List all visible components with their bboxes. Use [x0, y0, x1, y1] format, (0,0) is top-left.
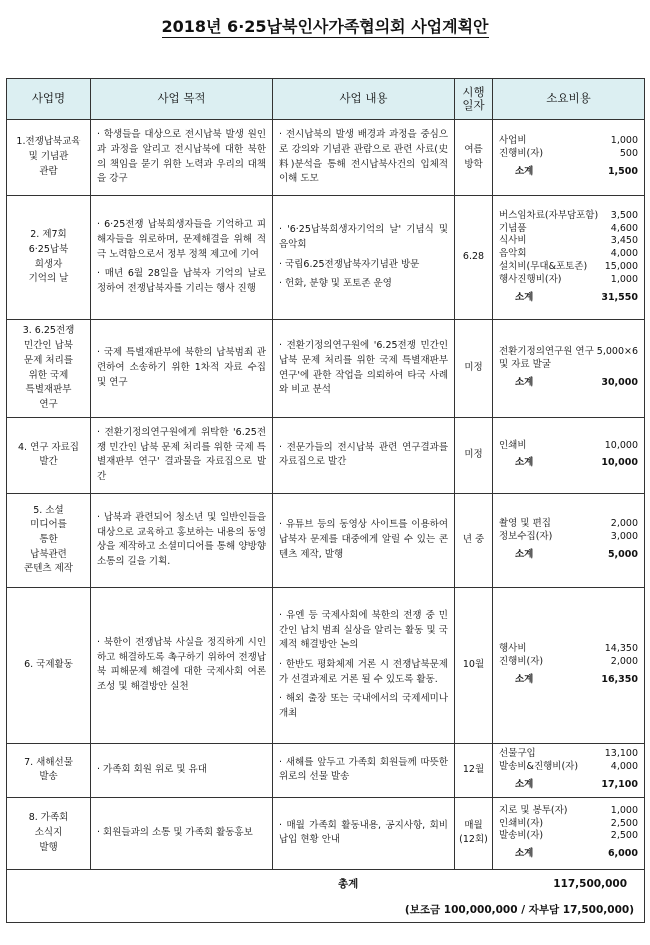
date-cell: [455, 743, 493, 797]
purpose-cell: [91, 493, 273, 587]
cost-amount: 500: [619, 148, 638, 160]
content-cell: [273, 743, 455, 797]
purpose-item: · 매년 6월 28일을 납북자 기억의 날로 정하여 전쟁납북자를 기리는 행사 진행: [97, 268, 266, 295]
cost-line: [499, 643, 638, 656]
content-item: · 국립6.25전쟁납북자기념관 방문: [279, 258, 420, 270]
cost-amount: 2,500: [610, 817, 638, 829]
cost-amount: 3,450: [610, 235, 638, 247]
purpose-item: · 전환기정의연구원에게 위탁한 '6.25전쟁 민간인 납북 문제 처리를 위한 국제 특별재판부 연구' 결과물을 자료집으로 발간: [97, 427, 266, 483]
date-cell: [455, 587, 493, 743]
cost-cell: [493, 587, 645, 743]
cost-item: 발송비&진행비(자): [499, 761, 579, 773]
cost-item: 음악회: [499, 248, 527, 260]
purpose-item: · 학생들을 대상으로 전시납북 발생 원인과 과정을 알리고 전시납북에 대한 북한의 책임을 묻기 위한 노력과 우리의 대책을 강구: [97, 129, 266, 185]
cost-item: 사업비: [499, 135, 527, 147]
project-name-cell: [7, 587, 91, 743]
subtotal-amount: 31,550: [601, 291, 638, 303]
project-name-cell: [7, 120, 91, 196]
execution-date: 년 중: [462, 534, 485, 546]
cost-item: 설치비(무대&포토존): [499, 260, 588, 272]
cost-item: 전환기정의연구원 연구 및 자료 발굴: [499, 346, 594, 371]
cost-item: 정보수집(자): [499, 531, 553, 543]
date-cell: [455, 493, 493, 587]
table-row: [7, 493, 645, 587]
cost-line: [499, 346, 638, 372]
header-cell: 시행 일자: [455, 79, 493, 120]
header-cell: 소요비용: [493, 79, 645, 120]
purpose-item: · 6·25전쟁 납북희생자들을 기억하고 피해자들을 위로하며, 문제해결을 위해 적극 노력함으로서 정부 정책 제고에 기여: [97, 219, 266, 260]
cost-item: 식사비: [499, 235, 527, 247]
cost-line: [499, 248, 638, 261]
subtotal-label: 소계: [515, 673, 534, 685]
cost-line: [499, 761, 638, 774]
subtotal-amount: 5,000: [607, 548, 638, 560]
subtotal-label: 소계: [515, 457, 534, 469]
cost-cell: [493, 493, 645, 587]
cost-line: [499, 210, 638, 223]
content-item: · 한반도 평화체제 거론 시 전쟁납북문제가 선결과제로 거론 될 수 있도록 활동.: [279, 659, 448, 685]
cost-item: 선물구입: [499, 748, 536, 760]
purpose-item: · 회원들과의 소통 및 가족회 활동홍보: [97, 827, 253, 839]
subtotal-line: [499, 376, 638, 391]
content-item: · 헌화, 분향 및 포토존 운영: [279, 278, 392, 290]
content-item: · 전환기정의연구원에 '6.25전쟁 민간인 납북 문제 처리를 위한 국제 특별재판부 연구'에 관한 작업을 의뢰하여 타국 사례와 비교 분석: [279, 340, 448, 396]
project-name: 5. 소셜 미디어를 통한 납북관련 콘텐츠 제작: [24, 504, 73, 575]
cost-amount: 10,000: [604, 439, 638, 451]
funding-row: [7, 898, 645, 923]
subtotal-line: [499, 291, 638, 306]
subtotal-label: 소계: [515, 376, 534, 388]
cost-item: 기념품: [499, 222, 527, 234]
cost-line: [499, 261, 638, 274]
cost-amount: 4,000: [610, 248, 638, 260]
total-value: 117,500,000: [553, 877, 627, 890]
cost-item: 버스임차료(자부담포함): [499, 209, 599, 221]
project-name: 3. 6.25전쟁 민간인 납북 문제 처리를 위한 국제 특별재판부 연구: [22, 325, 75, 410]
project-name: 7. 새해선물 발송: [24, 756, 73, 783]
purpose-cell: [91, 120, 273, 196]
cost-line: [499, 531, 638, 544]
date-cell: [455, 196, 493, 320]
project-name-cell: [7, 493, 91, 587]
cost-item: 발송비(자): [499, 830, 544, 842]
content-item: · 해외 출장 또는 국내에서의 국제세미나 개최: [279, 693, 448, 720]
cost-line: [499, 518, 638, 531]
table-row: [7, 196, 645, 320]
subtotal-label: 소계: [515, 291, 534, 303]
purpose-cell: [91, 587, 273, 743]
cost-cell: [493, 320, 645, 418]
table-row: [7, 320, 645, 418]
content-cell: [273, 493, 455, 587]
cost-line: [499, 748, 638, 761]
project-name: 8. 가족회 소식지 발행: [28, 812, 69, 853]
cost-cell: [493, 418, 645, 494]
cost-amount: 4,000: [610, 761, 638, 773]
execution-date: 미정: [464, 449, 483, 461]
subtotal-amount: 16,350: [601, 673, 638, 685]
project-name-cell: [7, 320, 91, 418]
content-item: · 유튜브 등의 동영상 사이트를 이용하여 납북자 문제를 대중에게 알릴 수 있는 콘텐츠 제작, 발행: [279, 519, 448, 560]
total-label: 총계: [338, 877, 359, 890]
cost-line: [499, 818, 638, 831]
subtotal-amount: 10,000: [601, 457, 638, 469]
cost-item: 지로 및 봉투(자): [499, 804, 568, 816]
subtotal-amount: 17,100: [601, 778, 638, 790]
project-name: 4. 연구 자료집 발간: [18, 441, 79, 468]
content-cell: [273, 320, 455, 418]
purpose-item: · 가족회 회원 위로 및 유대: [97, 764, 207, 776]
execution-date: 10월: [462, 659, 485, 671]
project-name: 1.전쟁납북교육 및 기념관 관람: [16, 136, 81, 177]
cost-line: [499, 830, 638, 843]
table-row: [7, 587, 645, 743]
content-cell: [273, 587, 455, 743]
header-cell: 사업 목적: [91, 79, 273, 120]
cost-amount: 5,000×6: [596, 346, 638, 358]
content-item: · 유엔 등 국제사회에 북한의 전쟁 중 민간인 납치 범죄 실상을 알리는 활동 및 국제적 해결방안 논의: [279, 609, 448, 651]
header-cell: 사업명: [7, 79, 91, 120]
purpose-item: · 북한이 전쟁납북 사실을 정직하게 시인하고 해결하도록 촉구하기 위하여 전쟁납북 피해문제 해결에 대한 국제사회 여론조성 및 해결방안 실천: [97, 636, 266, 693]
project-name-cell: [7, 743, 91, 797]
cost-item: 인쇄비: [499, 439, 527, 451]
purpose-cell: [91, 797, 273, 869]
subtotal-line: [499, 673, 638, 688]
subtotal-line: [499, 165, 638, 180]
subtotal-label: 소계: [515, 778, 534, 790]
content-item: · 새해를 앞두고 가족회 회원들께 따뜻한 위로의 선물 발송: [279, 756, 448, 783]
business-plan-table: [6, 78, 645, 923]
subtotal-line: [499, 548, 638, 563]
cost-cell: [493, 797, 645, 869]
execution-date: 미정: [464, 362, 483, 374]
project-name-cell: [7, 418, 91, 494]
cost-item: 행사비: [499, 643, 527, 655]
content-item: · '6·25납북희생자기억의 날' 기념식 및 음악회: [279, 224, 448, 250]
table-row: [7, 743, 645, 797]
subtotal-line: [499, 778, 638, 793]
date-cell: [455, 120, 493, 196]
subtotal-amount: 30,000: [601, 376, 638, 388]
subtotal-label: 소계: [515, 548, 534, 560]
project-name-cell: [7, 797, 91, 869]
cost-line: [499, 135, 638, 148]
subtotal-amount: 6,000: [607, 848, 638, 860]
cost-amount: 3,500: [610, 209, 638, 221]
cost-item: 진행비(자): [499, 148, 544, 160]
cost-item: 행사진행비(자): [499, 273, 562, 285]
funding-breakdown: (보조금 100,000,000 / 자부담 17,500,000): [404, 903, 634, 916]
content-cell: [273, 418, 455, 494]
subtotal-amount: 1,500: [607, 165, 638, 177]
cost-item: 촬영 및 편집: [499, 518, 551, 530]
cost-cell: [493, 743, 645, 797]
execution-date: 12월: [462, 764, 485, 776]
purpose-cell: [91, 418, 273, 494]
project-name: 2. 제7회 6·25납북 희생자 기억의 날: [28, 229, 69, 285]
date-cell: [455, 320, 493, 418]
cost-line: [499, 440, 638, 453]
subtotal-line: [499, 847, 638, 862]
header-cell: 사업 내용: [273, 79, 455, 120]
cost-amount: 2,000: [610, 518, 638, 530]
cost-cell: [493, 120, 645, 196]
cost-amount: 1,000: [610, 135, 638, 147]
execution-date: 매월 (12회): [459, 819, 488, 846]
cost-item: 인쇄비(자): [499, 817, 544, 829]
cost-item: 진행비(자): [499, 656, 544, 668]
table-row: [7, 418, 645, 494]
cost-amount: 1,000: [610, 804, 638, 816]
date-cell: [455, 418, 493, 494]
page-title: 2018년 6·25납북인사가족협의회 사업계획안: [161, 17, 489, 36]
execution-date: 여름 방학: [464, 143, 483, 170]
cost-line: [499, 274, 638, 287]
cost-amount: 2,000: [610, 656, 638, 668]
table-row: [7, 797, 645, 869]
purpose-item: · 국제 특별재판부에 북한의 납북범죄 관련하여 소송하기 위한 1차적 자료 수집 및 연구: [97, 347, 266, 388]
cost-amount: 14,350: [604, 643, 638, 655]
purpose-cell: [91, 196, 273, 320]
cost-amount: 2,500: [610, 830, 638, 842]
purpose-item: · 납북과 관련되어 청소년 및 일반인들을 대상으로 교육하고 홍보하는 내용의 동영상을 제작하고 소셜미디어를 통해 양방향 소통의 길을 기획.: [97, 511, 266, 568]
purpose-cell: [91, 320, 273, 418]
cost-amount: 13,100: [604, 748, 638, 760]
subtotal-label: 소계: [515, 848, 534, 860]
project-name-cell: [7, 196, 91, 320]
project-name: 6. 국제활동: [24, 659, 73, 671]
content-item: · 전시납북의 발생 배경과 과정을 중심으로 강의와 기념관 관람으로 관련 사료(史料)분석을 통해 전시납북사건의 입체적 이해 도모: [279, 129, 448, 185]
cost-cell: [493, 196, 645, 320]
content-item: · 전문가들의 전시납북 관련 연구결과를 자료집으로 발간: [279, 441, 448, 468]
content-cell: [273, 120, 455, 196]
cost-line: [499, 656, 638, 669]
content-cell: [273, 196, 455, 320]
subtotal-line: [499, 456, 638, 471]
cost-line: [499, 805, 638, 818]
cost-line: [499, 235, 638, 248]
purpose-cell: [91, 743, 273, 797]
cost-amount: 15,000: [604, 260, 638, 272]
content-item: · 매월 가족회 활동내용, 공지사항, 회비납입 현황 안내: [279, 819, 448, 846]
header-row: [7, 79, 645, 120]
subtotal-label: 소계: [515, 165, 534, 177]
cost-line: [499, 148, 638, 161]
cost-amount: 1,000: [610, 273, 638, 285]
cost-line: [499, 223, 638, 236]
total-row: [7, 869, 645, 898]
cost-amount: 3,000: [610, 531, 638, 543]
cost-amount: 4,600: [610, 222, 638, 234]
table-row: [7, 120, 645, 196]
content-cell: [273, 797, 455, 869]
execution-date: 6.28: [462, 251, 485, 263]
date-cell: [455, 797, 493, 869]
